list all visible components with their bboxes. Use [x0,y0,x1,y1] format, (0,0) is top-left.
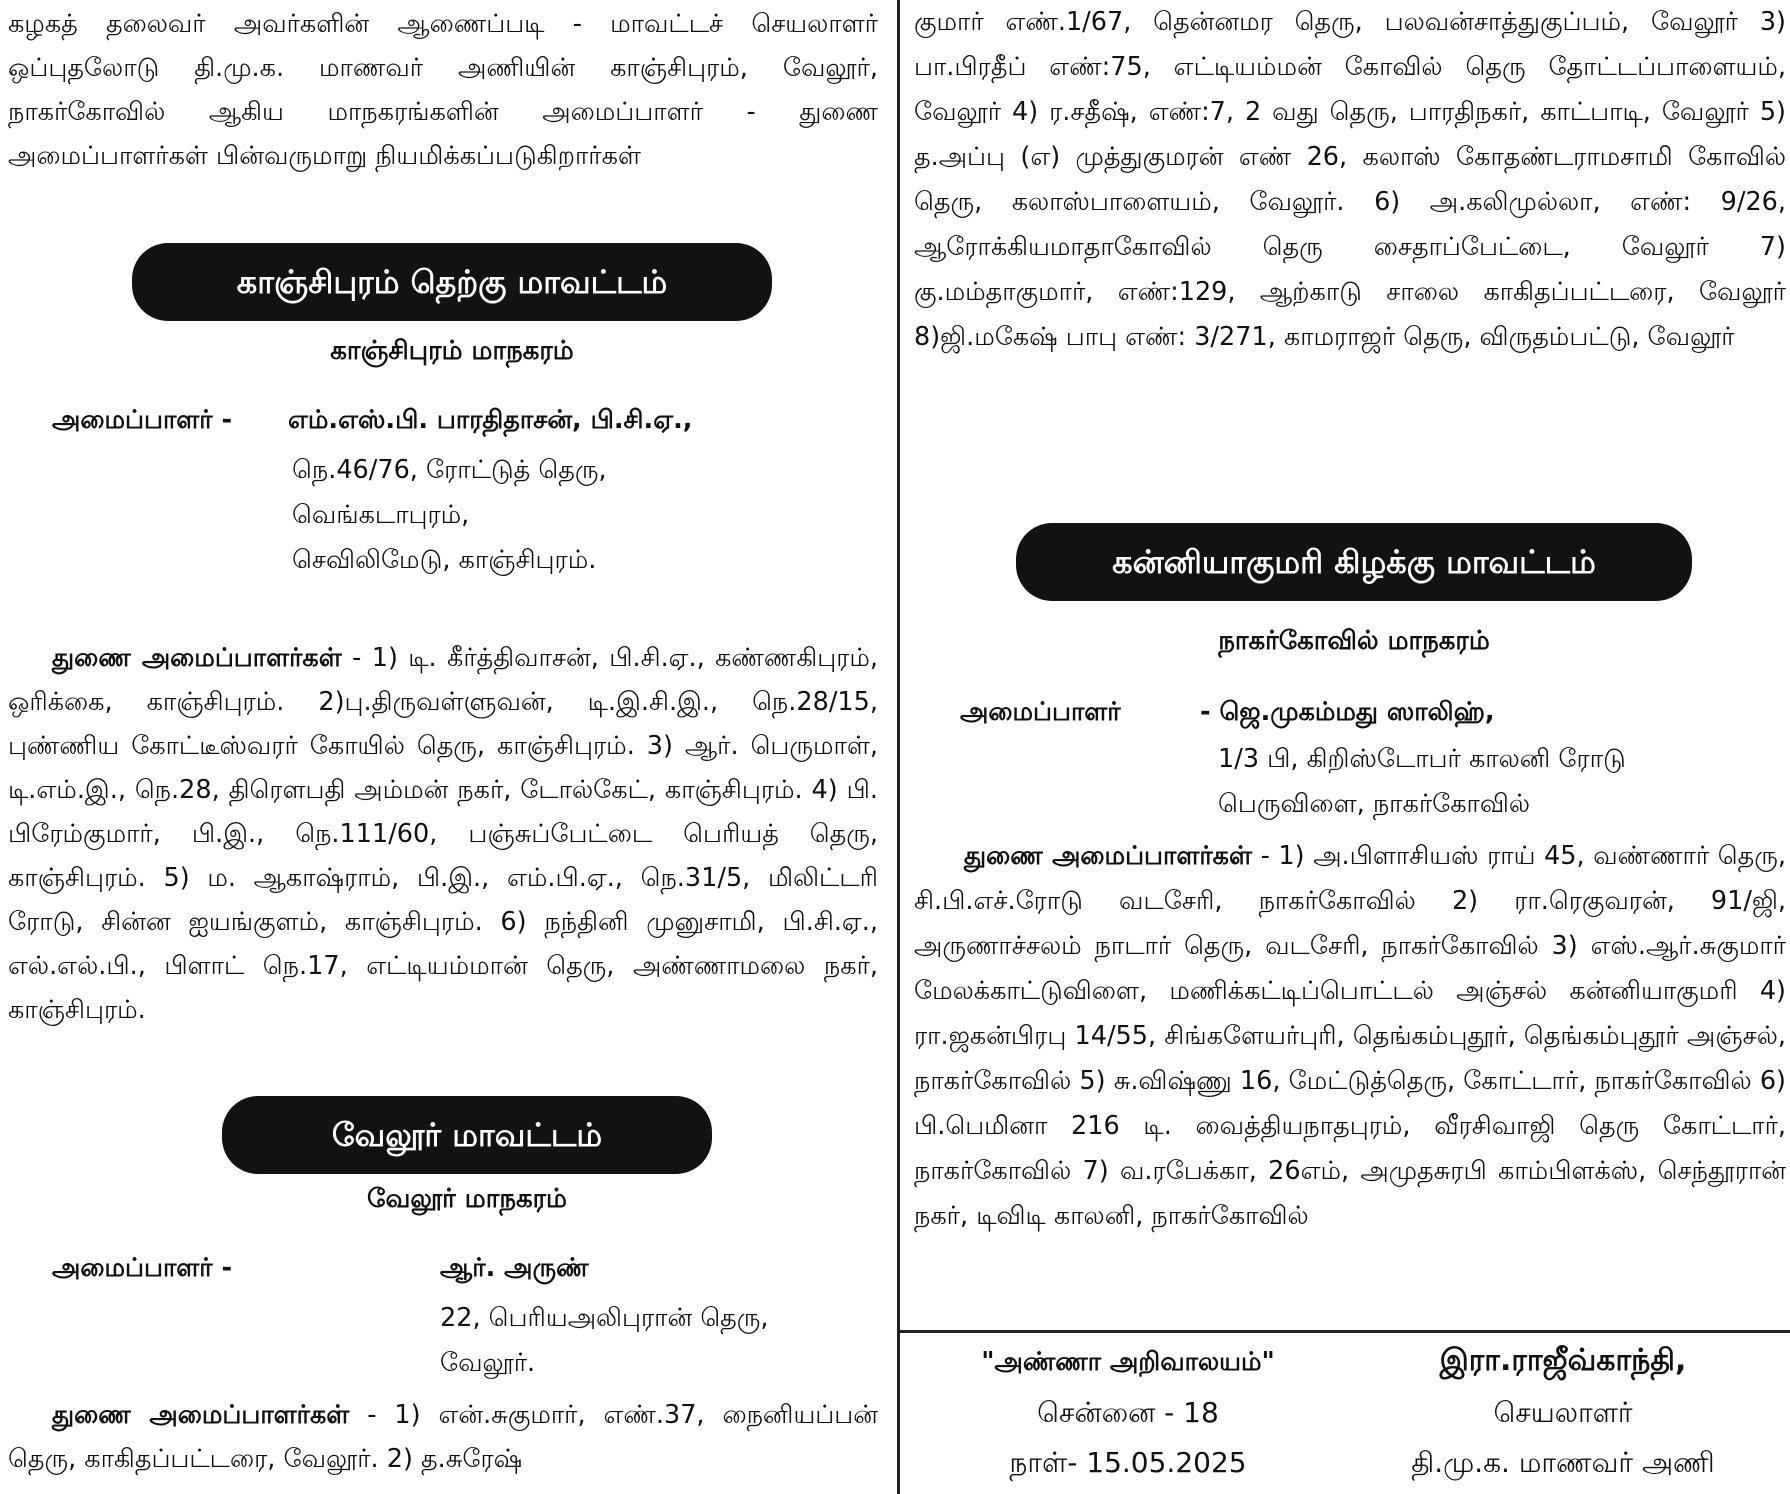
vellore-organizer-name: ஆர். அருண் [440,1253,589,1283]
vellore-address-line-1: 22, பெரியஅலிபுரான் தெரு, [440,1303,769,1333]
kanchipuram-organizer-label: அமைப்பாளர் - [52,405,233,435]
kanchipuram-deputies-label: துணை அமைப்பாளர்கள் [52,643,342,673]
kanchipuram-deputies-paragraph [8,636,878,1032]
kanchipuram-city-heading: காஞ்சிபுரம் மாநகரம் [330,336,574,366]
footer-date: நாள்- 15.05.2025 [1009,1446,1247,1479]
vellore-organizer-label: அமைப்பாளர் - [52,1253,233,1283]
footer-city: சென்னை - 18 [1037,1396,1219,1429]
vellore-deputies-text: - 1) என்.சுகுமார், எண்.37, நைனியப்பன் தெரு, காகிதப்பட்டரை, வேலூர். 2) த.சுரேஷ் [8,1400,878,1474]
kanchipuram-address-line-1: நெ.46/76, ரோட்டுத் தெரு, [292,455,607,485]
vellore-city-heading: வேலூர் மாநகரம் [367,1184,567,1214]
footer-signatory-role: செயலாளர் [1493,1396,1633,1429]
footer-divider [900,1330,1790,1333]
vellore-deputies-label: துணை அமைப்பாளர்கள் [52,1400,350,1430]
kanchipuram-district-heading: காஞ்சிபுரம் தெற்கு மாவட்டம் [132,243,772,321]
footer-signatory-name: இரா.ராஜீவ்காந்தி, [1439,1343,1687,1378]
nagercoil-deputies-text: - 1) அ.பிளாசியஸ் ராய் 45, வண்ணார் தெரு, சி.பி.எச்.ரோடு வடசேரி, நாகர்கோவில் 2) ரா.ரெகுவரன், 91/ஜி, அருணாச்சலம் நாடார் தெரு, வடசேரி, நாகர்கோவில் 3) எஸ்.ஆர்.சுகுமார் மேலக்காட்டுவிளை, மணிக்கட்டிப்பொட்டல் அஞ்சல் கன்னியாகுமரி 4) ரா.ஜகன்பிரபு 14/55, சிங்களேயர்புரி, தெங்கம்புதூர், தெங்கம்புதூர் அஞ்சல், நாகர்கோவில் 5) சு.விஷ்ணு 16, மேட்டுத்தெரு, கோட்டார், நாகர்கோவில் 6) பி.பெமினா 216 டி. வைத்தியநாதபுரம், வீரசிவாஜி தெரு கோட்டார், நாகர்கோவில் 7) வ.ரபேக்கா, 26எம், அமுதசுரபி காம்பிளக்ஸ், செந்தூரான் நகர், டிவிடி காலனி, நாகர்கோவில் [914,841,1786,1231]
footer-organization: தி.மு.க. மாணவர் அணி [1411,1446,1715,1479]
nagercoil-city-heading: நாகர்கோவில் மாநகரம் [1218,626,1490,656]
intro-paragraph: கழகத் தலைவர் அவர்களின் ஆணைப்படி - மாவட்டச் செயலாளர் ஒப்புதலோடு தி.மு.க. மாணவர் அணியின் காஞ்சிபுரம், வேலூர், நாகர்கோவில் ஆகிய மாநகரங்களின் அமைப்பாளர் - துணை அமைப்பாளர்கள் பின்வருமாறு நியமிக்கப்படுகிறார்கள் [8,9,878,171]
nagercoil-organizer-name: - ஜெ.முகம்மது ஸாலிஹ், [1200,697,1495,727]
kanchipuram-organizer-name: எம்.எஸ்.பி. பாரதிதாசன், பி.சி.ஏ., [288,405,693,435]
nagercoil-address-line-2: பெருவிளை, நாகர்கோவில் [1218,789,1531,819]
vellore-deputies-paragraph [8,1393,878,1481]
vellore-district-heading: வேலூர் மாவட்டம் [222,1096,712,1174]
vellore-continuation-paragraph: குமார் எண்.1/67, தென்னமர தெரு, பலவன்சாத்துகுப்பம், வேலூர் 3) பா.பிரதீப் எண்:75, எட்டியம்மன் கோவில் தெரு தோட்டப்பாளையம், வேலூர் 4) ர.சதீஷ், எண்:7, 2 வது தெரு, பாரதிநகர், காட்பாடி, வேலூர் 5) த.அப்பு (எ) முத்துகுமரன் எண் 26, கலாஸ் கோதண்டராமசாமி கோவில் தெரு, கலாஸ்பாளையம், வேலூர். 6) அ.கலிமுல்லா, எண்: 9/26, ஆரோக்கியமாதாகோவில் தெரு சைதாப்பேட்டை, வேலூர் 7) கு.மம்தாகுமார், எண்:129, ஆற்காடு சாலை காகிதப்பட்டரை, வேலூர் 8)ஜி.மகேஷ் பாபு எண்: 3/271, காமராஜர் தெரு, விருதம்பட்டு, வேலூர் [914,7,1786,352]
column-divider [897,0,900,1494]
nagercoil-organizer-label: அமைப்பாளர் [960,697,1121,727]
kanchipuram-deputies-text: - 1) டி. கீர்த்திவாசன், பி.சி.ஏ., கண்ணகிபுரம், ஒரிக்கை, காஞ்சிபுரம். 2)பு.திருவள்ளுவன், டி.இ.சி.இ., நெ.28/15, புண்ணிய கோட்டீஸ்வரர் கோயில் தெரு, காஞ்சிபுரம். 3) ஆர். பெருமாள், டி.எம்.இ., நெ.28, திரௌபதி அம்மன் நகர், டோல்கேட், காஞ்சிபுரம். 4) பி. பிரேம்குமார், பி.இ., நெ.111/60, பஞ்சுப்பேட்டை பெரியத் தெரு, காஞ்சிபுரம். 5) ம. ஆகாஷ்ராம், பி.இ., எம்.பி.ஏ., நெ.31/5, மிலிட்டரி ரோடு, சின்ன ஐயங்குளம், காஞ்சிபுரம். 6) நந்தினி முனுசாமி, பி.சி.ஏ., எல்.எல்.பி., பிளாட் நெ.17, எட்டியம்மான் தெரு, அண்ணாமலை நகர், காஞ்சிபுரம். [8,643,878,1025]
kanchipuram-address-line-2: வெங்கடாபுரம், [292,500,470,530]
kanchipuram-address-line-3: செவிலிமேடு, காஞ்சிபுரம். [292,545,597,575]
nagercoil-address-line-1: 1/3 பி, கிறிஸ்டோபர் காலனி ரோடு [1218,744,1626,774]
footer-place: "அண்ணா அறிவாலயம்" [981,1347,1275,1377]
vellore-address-line-2: வேலூர். [440,1348,536,1378]
kanniyakumari-district-heading: கன்னியாகுமரி கிழக்கு மாவட்டம் [1016,523,1692,601]
nagercoil-deputies-label: துணை அமைப்பாளர்கள் [964,841,1252,871]
nagercoil-deputies-paragraph [914,834,1786,1239]
